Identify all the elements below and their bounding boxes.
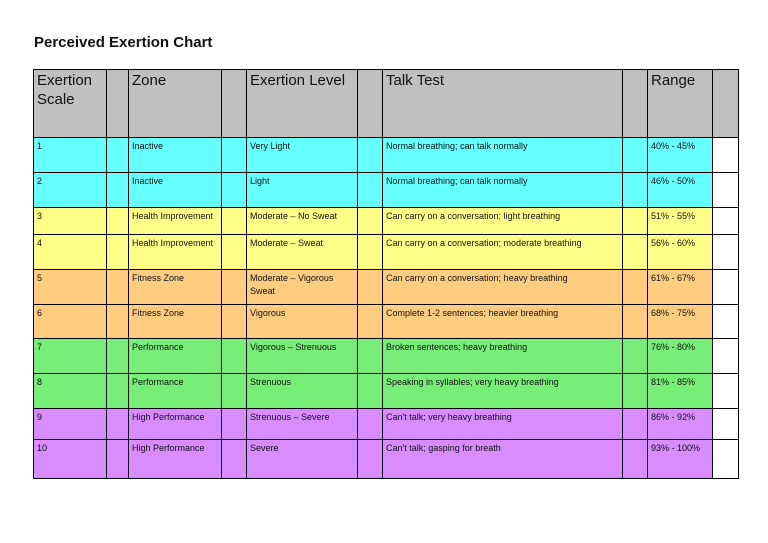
cell-spacer (713, 138, 739, 173)
cell-spacer (713, 208, 739, 235)
cell-zone: High Performance (129, 440, 222, 479)
cell-spacer (713, 305, 739, 339)
table-row (34, 138, 739, 173)
cell-range: 81% - 85% (648, 374, 713, 409)
header-row (34, 70, 739, 138)
cell-spacer (623, 305, 648, 339)
cell-spacer (713, 270, 739, 305)
cell-range: 93% - 100% (648, 440, 713, 479)
cell-range: 86% - 92% (648, 409, 713, 440)
cell-range: 40% - 45% (648, 138, 713, 173)
cell-level: Strenuous – Severe (247, 409, 358, 440)
header-spacer (713, 70, 739, 138)
cell-scale: 4 (34, 235, 107, 270)
cell-spacer (107, 270, 129, 305)
cell-spacer (358, 339, 383, 374)
cell-scale: 3 (34, 208, 107, 235)
cell-talk: Can't talk; gasping for breath (383, 440, 623, 479)
cell-scale: 7 (34, 339, 107, 374)
cell-range: 56% - 60% (648, 235, 713, 270)
cell-level: Moderate – Sweat (247, 235, 358, 270)
header-talk-test: Talk Test (383, 70, 623, 138)
cell-spacer (358, 208, 383, 235)
cell-range: 61% - 67% (648, 270, 713, 305)
table-row (34, 440, 739, 479)
cell-spacer (358, 440, 383, 479)
cell-spacer (713, 173, 739, 208)
exertion-table (33, 69, 739, 479)
cell-spacer (713, 440, 739, 479)
header-range: Range (648, 70, 713, 138)
cell-zone: Fitness Zone (129, 270, 222, 305)
cell-level: Moderate – No Sweat (247, 208, 358, 235)
cell-spacer (222, 374, 247, 409)
cell-zone: Performance (129, 339, 222, 374)
cell-spacer (623, 409, 648, 440)
cell-spacer (358, 409, 383, 440)
table-row (34, 305, 739, 339)
cell-spacer (358, 138, 383, 173)
table-row (34, 208, 739, 235)
cell-level: Moderate – Vigorous Sweat (247, 270, 358, 305)
cell-zone: High Performance (129, 409, 222, 440)
cell-talk: Can't talk; very heavy breathing (383, 409, 623, 440)
cell-zone: Inactive (129, 138, 222, 173)
cell-spacer (222, 173, 247, 208)
cell-spacer (222, 270, 247, 305)
cell-scale: 2 (34, 173, 107, 208)
cell-level: Vigorous (247, 305, 358, 339)
cell-spacer (107, 173, 129, 208)
cell-spacer (222, 138, 247, 173)
cell-talk: Normal breathing; can talk normally (383, 138, 623, 173)
cell-spacer (222, 208, 247, 235)
cell-talk: Can carry on a conversation; light breathing (383, 208, 623, 235)
cell-zone: Fitness Zone (129, 305, 222, 339)
table-row (34, 235, 739, 270)
cell-level: Strenuous (247, 374, 358, 409)
cell-spacer (107, 235, 129, 270)
cell-spacer (222, 305, 247, 339)
cell-spacer (107, 374, 129, 409)
cell-level: Very Light (247, 138, 358, 173)
table-row (34, 409, 739, 440)
cell-level: Vigorous – Strenuous (247, 339, 358, 374)
cell-spacer (358, 305, 383, 339)
cell-talk: Can carry on a conversation; moderate breathing (383, 235, 623, 270)
header-exertion-level: Exertion Level (247, 70, 358, 138)
cell-talk: Speaking in syllables; very heavy breathing (383, 374, 623, 409)
cell-spacer (107, 440, 129, 479)
cell-spacer (222, 440, 247, 479)
table-row (34, 173, 739, 208)
table-row (34, 374, 739, 409)
cell-spacer (623, 173, 648, 208)
header-exertion-scale: Exertion Scale (34, 70, 107, 138)
cell-talk: Normal breathing; can talk normally (383, 173, 623, 208)
cell-spacer (623, 270, 648, 305)
cell-spacer (222, 235, 247, 270)
cell-zone: Health Improvement (129, 235, 222, 270)
cell-spacer (107, 339, 129, 374)
cell-spacer (713, 235, 739, 270)
cell-zone: Health Improvement (129, 208, 222, 235)
cell-spacer (107, 208, 129, 235)
cell-spacer (713, 374, 739, 409)
cell-spacer (623, 235, 648, 270)
cell-spacer (713, 409, 739, 440)
table-row (34, 339, 739, 374)
cell-scale: 9 (34, 409, 107, 440)
cell-scale: 8 (34, 374, 107, 409)
header-spacer (358, 70, 383, 138)
cell-talk: Can carry on a conversation; heavy breathing (383, 270, 623, 305)
cell-scale: 10 (34, 440, 107, 479)
cell-scale: 1 (34, 138, 107, 173)
cell-spacer (107, 409, 129, 440)
cell-spacer (623, 208, 648, 235)
cell-spacer (713, 339, 739, 374)
page-title: Perceived Exertion Chart (34, 34, 213, 51)
cell-spacer (358, 235, 383, 270)
cell-spacer (358, 374, 383, 409)
cell-spacer (222, 339, 247, 374)
cell-spacer (107, 305, 129, 339)
header-spacer (222, 70, 247, 138)
cell-spacer (107, 138, 129, 173)
cell-zone: Inactive (129, 173, 222, 208)
cell-spacer (222, 409, 247, 440)
cell-talk: Complete 1-2 sentences; heavier breathing (383, 305, 623, 339)
cell-spacer (623, 138, 648, 173)
cell-spacer (623, 440, 648, 479)
cell-spacer (623, 339, 648, 374)
header-spacer (107, 70, 129, 138)
cell-level: Light (247, 173, 358, 208)
cell-scale: 5 (34, 270, 107, 305)
cell-spacer (623, 374, 648, 409)
header-spacer (623, 70, 648, 138)
cell-range: 46% - 50% (648, 173, 713, 208)
cell-range: 68% - 75% (648, 305, 713, 339)
header-zone: Zone (129, 70, 222, 138)
cell-range: 76% - 80% (648, 339, 713, 374)
cell-zone: Performance (129, 374, 222, 409)
cell-level: Severe (247, 440, 358, 479)
cell-range: 51% - 55% (648, 208, 713, 235)
table-row (34, 270, 739, 305)
cell-talk: Broken sentences; heavy breathing (383, 339, 623, 374)
cell-scale: 6 (34, 305, 107, 339)
cell-spacer (358, 173, 383, 208)
cell-spacer (358, 270, 383, 305)
